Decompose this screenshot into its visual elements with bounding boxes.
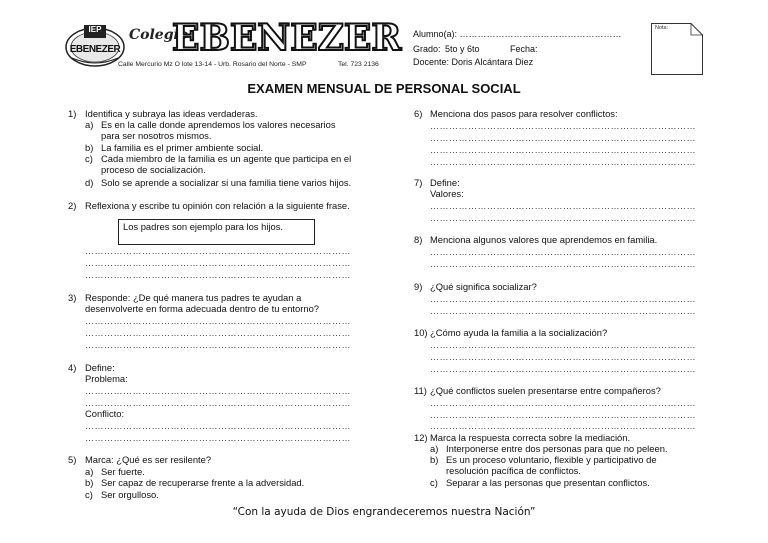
q5-option-c-label[interactable]: c) (85, 489, 93, 500)
alumno-label: Alumno(a): (413, 29, 458, 39)
q6-number: 6) (414, 108, 423, 119)
q4-problema-line[interactable]: ………………………………………………………………………… (85, 398, 351, 408)
q7-text: Define: (430, 177, 460, 188)
q9-text: ¿Qué significa socializar? (430, 281, 537, 292)
q1-option-a-label[interactable]: a) (85, 119, 94, 130)
q10-answer-line[interactable]: ………………………………………………………………………… (430, 340, 696, 350)
q4-conflicto-line[interactable]: ………………………………………………………………………… (85, 433, 351, 443)
q6-answer-line[interactable]: ………………………………………………………………………… (430, 133, 696, 143)
docente-value: Doris Alcántara Diez (451, 57, 534, 67)
school-prefix: Colegio (129, 27, 189, 43)
school-phone: Tel. 723 2136 (338, 61, 379, 68)
q7-number: 7) (414, 177, 423, 188)
logo-badge: IEP (88, 25, 102, 34)
school-name: EBENEZER (172, 17, 402, 59)
q10-answer-line[interactable]: ………………………………………………………………………… (430, 352, 696, 362)
q7-answer-line[interactable]: ………………………………………………………………………… (430, 213, 696, 223)
q1-option-d-label[interactable]: d) (85, 177, 94, 188)
q5-number: 5) (68, 454, 77, 465)
docente-row (413, 56, 533, 69)
q1-option-c-line1: Cada miembro de la familia es un agente que participa en el (101, 153, 352, 164)
q6-answer-line[interactable]: ………………………………………………………………………… (430, 121, 696, 131)
q8-answer-line[interactable]: ………………………………………………………………………… (430, 247, 696, 257)
q9-answer-line[interactable]: ………………………………………………………………………… (430, 294, 696, 304)
docente-label: Docente: (413, 57, 450, 67)
q12-text: Marca la respuesta correcta sobre la mediación. (430, 432, 631, 443)
q5-text: Marca: ¿Qué es ser resilente? (85, 454, 212, 465)
q11-answer-line[interactable]: ………………………………………………………………………… (430, 421, 696, 431)
q1-option-a-line2: para ser nosotros mismos. (101, 130, 212, 141)
q5-option-c: Ser orgulloso. (101, 489, 159, 500)
q12-option-c-label[interactable]: c) (430, 477, 438, 488)
q10-text: ¿Cómo ayuda la familia a la socialización? (430, 327, 608, 338)
q2-answer-line[interactable]: ………………………………………………………………………… (85, 246, 351, 256)
q5-option-b: Ser capaz de recuperarse frente a la adversidad. (101, 477, 305, 488)
q1-number: 1) (68, 108, 77, 119)
school-address: Calle Mercurio Mz O lote 13-14 - Urb. Rosario del Norte - SMP (118, 61, 307, 68)
q3-answer-line[interactable]: ………………………………………………………………………… (85, 328, 351, 338)
q6-text: Menciona dos pasos para resolver conflictos: (430, 108, 618, 119)
q3-text-line2: desenvolverte en forma adecuada dentro de tu entorno? (85, 303, 320, 314)
alumno-row (413, 28, 622, 41)
q3-answer-line[interactable]: ………………………………………………………………………… (85, 340, 351, 350)
q12-option-b-line2: resolución pacífica de conflictos. (446, 465, 581, 476)
q5-option-a-label[interactable]: a) (85, 466, 94, 477)
q3-answer-line[interactable]: ………………………………………………………………………… (85, 316, 351, 326)
alumno-field[interactable]: ……………………………………………… (459, 29, 622, 39)
q10-answer-line[interactable]: ………………………………………………………………………… (430, 364, 696, 374)
q7-valores-label: Valores: (430, 188, 464, 199)
q4-conflicto-label: Conflicto: (85, 408, 125, 419)
q10-number: 10) (414, 327, 428, 338)
q5-option-a: Ser fuerte. (101, 466, 145, 477)
q12-option-b-line1: Es un proceso voluntario, flexible y participativo de (446, 454, 657, 465)
q2-text: Reflexiona y escribe tu opinión con relación a la siguiente frase. (85, 200, 350, 211)
q12-number: 12) (414, 432, 428, 443)
q12-option-a-label[interactable]: a) (430, 443, 439, 454)
q4-number: 4) (68, 362, 77, 373)
q3-text-line1: Responde: ¿De qué manera tus padres te ayudan a (85, 292, 302, 303)
q12-option-c: Separar a las personas que presentan conflictos. (446, 477, 650, 488)
footer-motto: “Con la ayuda de Dios engrandeceremos nuestra Nación” (232, 506, 536, 518)
q2-phrase: Los padres son ejemplo para los hijos. (123, 221, 283, 232)
grado-label: Grado: (413, 44, 441, 54)
q5-option-b-label[interactable]: b) (85, 477, 94, 488)
q3-number: 3) (68, 292, 77, 303)
grado-value: 5to y 6to (445, 44, 480, 54)
q4-problema-line[interactable]: ………………………………………………………………………… (85, 386, 351, 396)
q8-text: Menciona algunos valores que aprendemos en familia. (430, 234, 658, 245)
fecha-label: Fecha: (510, 44, 538, 54)
q1-option-a-line1: Es en la calle donde aprendemos los valores necesarios (101, 119, 336, 130)
q11-answer-line[interactable]: ………………………………………………………………………… (430, 410, 696, 420)
q6-answer-line[interactable]: ………………………………………………………………………… (430, 157, 696, 167)
q8-answer-line[interactable]: ………………………………………………………………………… (430, 259, 696, 269)
q11-number: 11) (414, 385, 427, 396)
grado-row (413, 43, 480, 56)
exam-title: EXAMEN MENSUAL DE PERSONAL SOCIAL (247, 81, 521, 96)
q1-text: Identifica y subraya las ideas verdaderas. (85, 108, 258, 119)
q9-number: 9) (414, 281, 423, 292)
q1-option-d: Solo se aprende a socializar si una familia tiene varios hijos. (101, 177, 352, 188)
q11-answer-line[interactable]: ………………………………………………………………………… (430, 398, 696, 408)
q4-problema-label: Problema: (85, 373, 128, 384)
q12-option-a: Interponerse entre dos personas para que no peleen. (446, 443, 668, 454)
q2-answer-line[interactable]: ………………………………………………………………………… (85, 270, 351, 280)
q1-option-b: La familia es el primer ambiente social. (101, 142, 264, 153)
q1-option-c-line2: proceso de socialización. (101, 164, 206, 175)
q12-option-b-label[interactable]: b) (430, 454, 439, 465)
q9-answer-line[interactable]: ………………………………………………………………………… (430, 306, 696, 316)
q6-answer-line[interactable]: ………………………………………………………………………… (430, 145, 696, 155)
q1-option-c-label[interactable]: c) (85, 153, 93, 164)
q4-text: Define: (85, 362, 115, 373)
q2-answer-line[interactable]: ………………………………………………………………………… (85, 258, 351, 268)
q1-option-b-label[interactable]: b) (85, 142, 94, 153)
grade-box-label: Nota: (655, 25, 669, 31)
q2-number: 2) (68, 200, 77, 211)
q11-text: ¿Qué conflictos suelen presentarse entre compañeros? (430, 385, 661, 396)
q8-number: 8) (414, 234, 423, 245)
logo-ring-text: EBENEZER (69, 44, 121, 55)
q7-answer-line[interactable]: ………………………………………………………………………… (430, 201, 696, 211)
q4-conflicto-line[interactable]: ………………………………………………………………………… (85, 421, 351, 431)
